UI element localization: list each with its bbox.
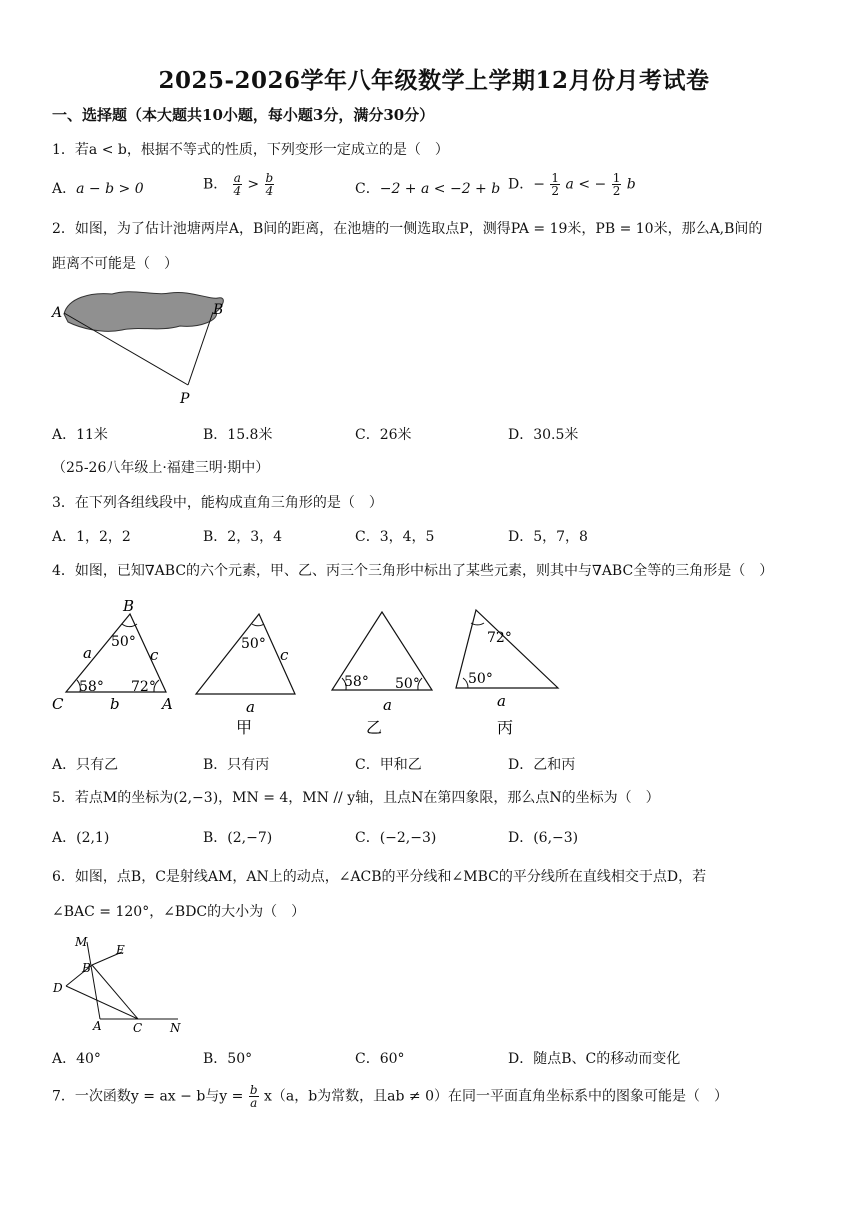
angle-c-value: 58° [79, 679, 104, 695]
q5-option-a[interactable]: A．(2,1) [52, 830, 110, 846]
q3-option-a[interactable]: A．1，2，2 [52, 529, 131, 545]
source-note: （25-26八年级上·福建三明·期中） [52, 460, 270, 476]
label-m: M [75, 935, 88, 949]
q2-option-d[interactable]: D．30.5米 [508, 427, 579, 443]
q4-option-a[interactable]: A．只有乙 [52, 757, 119, 773]
q7-stem: 7．一次函数y = ax − b与y = $\frac{b}{a}$ x（a，b为常数，且ab ≠ 0）在同一平面直角坐标系中的图象可能是（ ） [52, 1083, 729, 1110]
segment-dc [66, 986, 138, 1019]
q3-option-d[interactable]: D．5，7，8 [508, 529, 588, 545]
q3-stem: 3．在下列各组线段中，能构成直角三角形的是（ ） [52, 495, 383, 511]
label-d: D [53, 981, 63, 995]
bing-angle-value-2: 50° [468, 671, 493, 687]
jia-angle-arc [252, 624, 264, 626]
pond-shape [64, 292, 223, 332]
yi-name: 乙 [366, 718, 383, 737]
q2-stem-line1: 2．如图，为了估计池塘两岸A，B间的距离，在池塘的一侧选取点P，测得PA = 19米，PB = 10米，那么A,B间的 [52, 221, 763, 237]
q2-option-c[interactable]: C．26米 [355, 427, 412, 443]
jia-side-c: c [280, 646, 289, 664]
q6-stem-line1: 6．如图，点B，C是射线AM，AN上的动点，∠ACB的平分线和∠MBC的平分线所在直线相交于点D，若 [52, 869, 707, 885]
q2-stem-line2: 距离不可能是（ ） [52, 256, 178, 272]
ray-am [87, 942, 100, 1019]
label-b: B [82, 961, 91, 975]
q1-option-b[interactable]: B． $\frac{a}{4}$ > $\frac{b}{4}$ [203, 171, 274, 198]
label-c: C [133, 1021, 143, 1035]
jia-angle-value: 50° [241, 636, 266, 652]
yi-angle-value-2: 50° [395, 676, 420, 692]
side-b: b [110, 695, 120, 713]
angle-b-value: 50° [111, 634, 136, 650]
q6-option-a[interactable]: A．40° [52, 1051, 101, 1067]
pond-figure [50, 286, 240, 411]
section-heading: 一、选择题（本大题共10小题，每小题3分，满分30分） [52, 106, 435, 124]
q6-stem-line2: ∠BAC = 120°，∠BDC的大小为（ ） [52, 904, 306, 920]
q6-option-c[interactable]: C．60° [355, 1051, 405, 1067]
jia-name: 甲 [236, 718, 253, 737]
bing-angle-value-1: 72° [487, 630, 512, 646]
q5-option-b[interactable]: B．(2,−7) [203, 830, 273, 846]
q2-option-b[interactable]: B．15.8米 [203, 427, 273, 443]
label-b: B [213, 302, 224, 318]
q5-option-c[interactable]: C．(−2,−3) [355, 830, 437, 846]
q3-option-c[interactable]: C．3，4，5 [355, 529, 435, 545]
q5-stem: 5．若点M的坐标为(2,−3)，MN = 4，MN // y轴，且点N在第四象限，那么点N的坐标为（ ） [52, 790, 660, 806]
label-e: E [116, 943, 125, 957]
jia-side-a: a [246, 698, 255, 716]
label-b: B [123, 597, 135, 615]
angle-a-value: 72° [131, 679, 156, 695]
q4-option-d[interactable]: D．乙和丙 [508, 757, 576, 773]
yi-side-a: a [383, 696, 392, 714]
q4-option-c[interactable]: C．甲和乙 [355, 757, 422, 773]
q1-option-a[interactable]: A．a − b > 0 [52, 181, 144, 197]
q4-stem: 4．如图，已知∇ABC的六个元素，甲、乙、丙三个三角形中标出了某些元素，则其中与∇ABC全等的三角形是（ ） [52, 563, 774, 579]
label-n: N [170, 1021, 181, 1035]
q2-option-a[interactable]: A．11米 [52, 427, 108, 443]
label-a: A [52, 305, 63, 321]
bing-side-a: a [497, 692, 506, 710]
q6-option-d[interactable]: D．随点B、C的移动而变化 [508, 1051, 681, 1067]
yi-angle-value-1: 58° [344, 674, 369, 690]
q1-option-d[interactable]: D．− $\frac{1}{2}$ a < − $\frac{1}{2}$ b [508, 171, 636, 198]
side-a: a [83, 644, 92, 662]
q4-option-b[interactable]: B．只有丙 [203, 757, 270, 773]
q1-stem: 1．若a < b，根据不等式的性质，下列变形一定成立的是（ ） [52, 142, 449, 158]
angle-bisector-figure [50, 934, 190, 1034]
label-c: C [52, 695, 64, 713]
side-c: c [150, 646, 159, 664]
triangles-figure [50, 596, 570, 741]
exam-title: 2025-2026学年八年级数学上学期12月份月考试卷 [158, 67, 710, 94]
bing-name: 丙 [497, 718, 514, 737]
q3-option-b[interactable]: B．2，3，4 [203, 529, 283, 545]
label-a: A [93, 1019, 102, 1033]
q5-option-d[interactable]: D．(6,−3) [508, 830, 579, 846]
q1-option-c[interactable]: C．−2 + a < −2 + b [355, 181, 501, 197]
q6-option-b[interactable]: B．50° [203, 1051, 253, 1067]
label-p: P [180, 391, 190, 407]
label-a: A [162, 695, 173, 713]
